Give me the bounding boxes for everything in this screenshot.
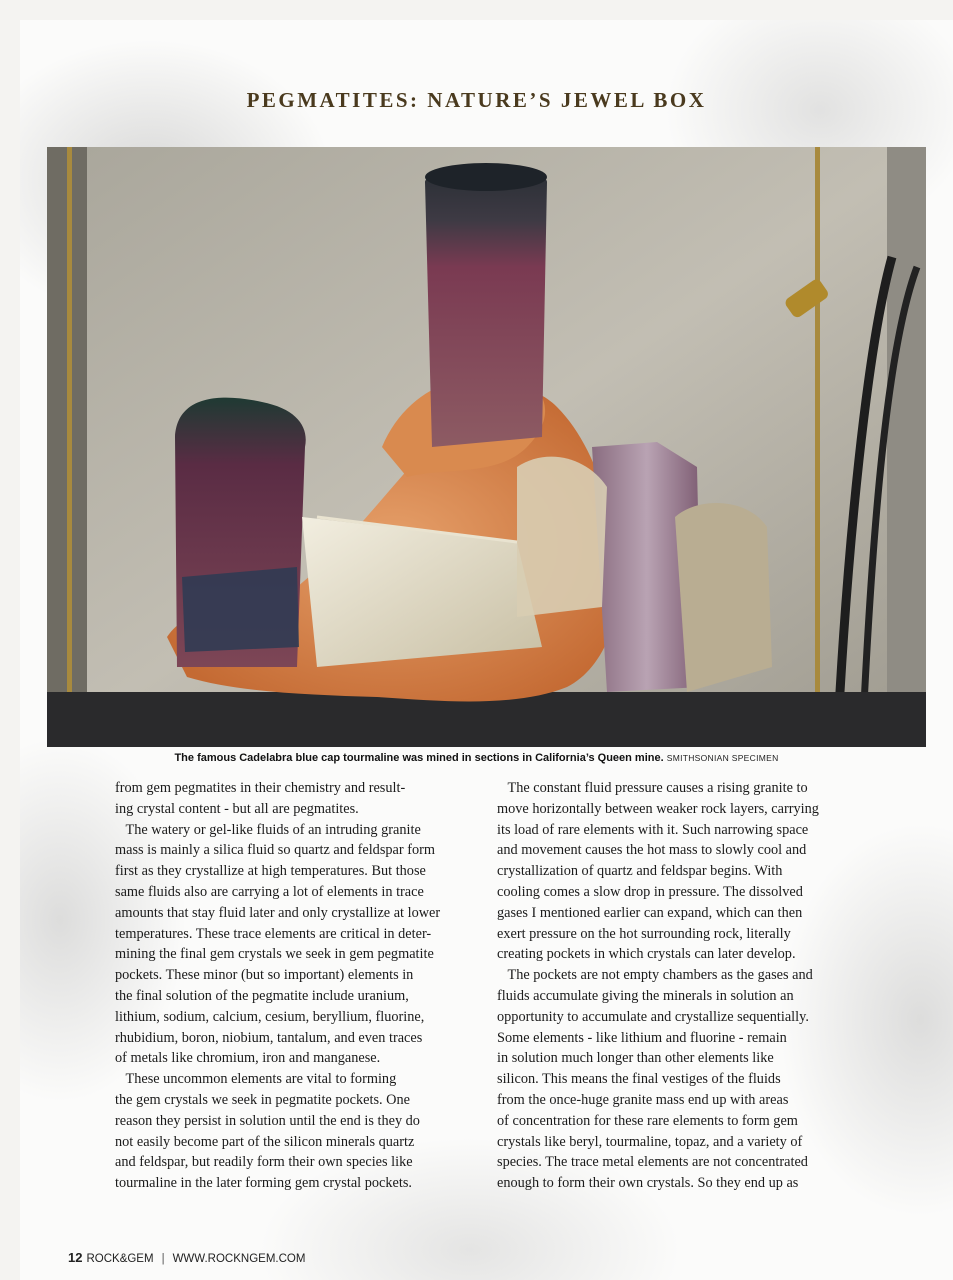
body-text-line: The pockets are not empty chambers as the gases and [497, 967, 813, 984]
body-text-line: move horizontally between weaker rock layers, carrying [497, 800, 819, 817]
body-text-line: lithium, sodium, calcium, cesium, beryllium, fluorine, [115, 1008, 425, 1025]
body-text-line: of metals like chromium, iron and manganese. [115, 1050, 381, 1067]
body-text-line: cooling comes a slow drop in pressure. The dissolved [497, 883, 803, 900]
body-text-line: The watery or gel-like fluids of an intruding granite [115, 821, 421, 838]
body-text-line: crystallization of quartz and feldspar begins. With [497, 863, 783, 880]
body-text-line: The constant fluid pressure causes a rising granite to [497, 780, 808, 796]
page-number: 12 [68, 1250, 83, 1265]
body-text-line: ing crystal content - but all are pegmatites. [115, 800, 359, 817]
body-text-line: creating pockets in which crystals can later develop. [497, 946, 796, 963]
caption-text: The famous Cadelabra blue cap tourmaline was mined in sections in California’s Queen mine. [174, 752, 664, 764]
body-text-line: silicon. This means the final vestiges of the fluids [497, 1071, 781, 1088]
page-title: PEGMATITES: NATURE’S JEWEL BOX [246, 88, 707, 112]
body-text-line: first as they crystallize at high temperatures. But those [115, 863, 426, 880]
body-text-line: the gem crystals we seek in pegmatite pockets. One [115, 1091, 410, 1108]
body-text-line: gases I mentioned earlier can expand, which can then [497, 904, 803, 921]
body-text-line: of concentration for these rare elements to form gem [497, 1112, 798, 1129]
magazine-name: ROCK&GEM [86, 1253, 154, 1265]
body-text-line: pockets. These minor (but so important) elements in [115, 967, 414, 984]
body-text-line: tourmaline in the later forming gem crystal pockets. [115, 1175, 412, 1192]
website-link: WWW.ROCKNGEM.COM [172, 1253, 306, 1265]
footer-separator: | [161, 1253, 165, 1265]
body-text-line: same fluids also are carrying a lot of elements in trace [115, 883, 424, 900]
body-text-line: crystals like beryl, tourmaline, topaz, and a variety of [497, 1133, 803, 1150]
body-text-line: and feldspar, but readily form their own species like [115, 1154, 413, 1171]
body-text-line: Some elements - like lithium and fluorine - remain [497, 1029, 787, 1046]
body-text-line: These uncommon elements are vital to forming [115, 1071, 397, 1088]
body-text-line: reason they persist in solution until the end is they do [115, 1112, 420, 1129]
body-text-line: amounts that stay fluid later and only crystallize at lower [115, 904, 441, 921]
right-column [497, 778, 862, 1194]
body-text-line: from the once-huge granite mass end up with areas [497, 1091, 789, 1108]
photo-caption [0, 752, 953, 764]
body-text-line: species. The trace metal elements are not concentrated [497, 1154, 808, 1171]
body-text-line: not easily become part of the silicon minerals quartz [115, 1133, 415, 1150]
body-text-line: fluids accumulate giving the minerals in solution an [497, 987, 794, 1004]
body-text-line: enough to form their own crystals. So they end up as [497, 1175, 799, 1192]
tourmaline-specimen-image [47, 147, 926, 747]
body-text-line: in solution much longer than other elements like [497, 1050, 774, 1067]
body-text-line: the final solution of the pegmatite include uranium, [115, 987, 409, 1004]
page-footer [68, 1250, 305, 1265]
body-text-line: mass is mainly a silica fluid so quartz and feldspar form [115, 842, 436, 859]
body-text-line: mining the final gem crystals we seek in gem pegmatite [115, 946, 434, 963]
left-column [115, 778, 475, 1194]
body-text-line: exert pressure on the hot surrounding rock, literally [497, 925, 791, 942]
body-text-line: temperatures. These trace elements are critical in deter- [115, 925, 432, 942]
body-text-line: its load of rare elements with it. Such narrowing space [497, 821, 809, 838]
specimen-photo [47, 147, 926, 747]
body-text-line: rhubidium, boron, niobium, tantalum, and even traces [115, 1029, 423, 1046]
body-text-line: opportunity to accumulate and crystallize sequentially. [497, 1008, 809, 1025]
body-text-line: from gem pegmatites in their chemistry and result- [115, 780, 406, 796]
caption-credit: SMITHSONIAN SPECIMEN [666, 753, 779, 763]
body-text-line: and movement causes the hot mass to slowly cool and [497, 842, 807, 859]
